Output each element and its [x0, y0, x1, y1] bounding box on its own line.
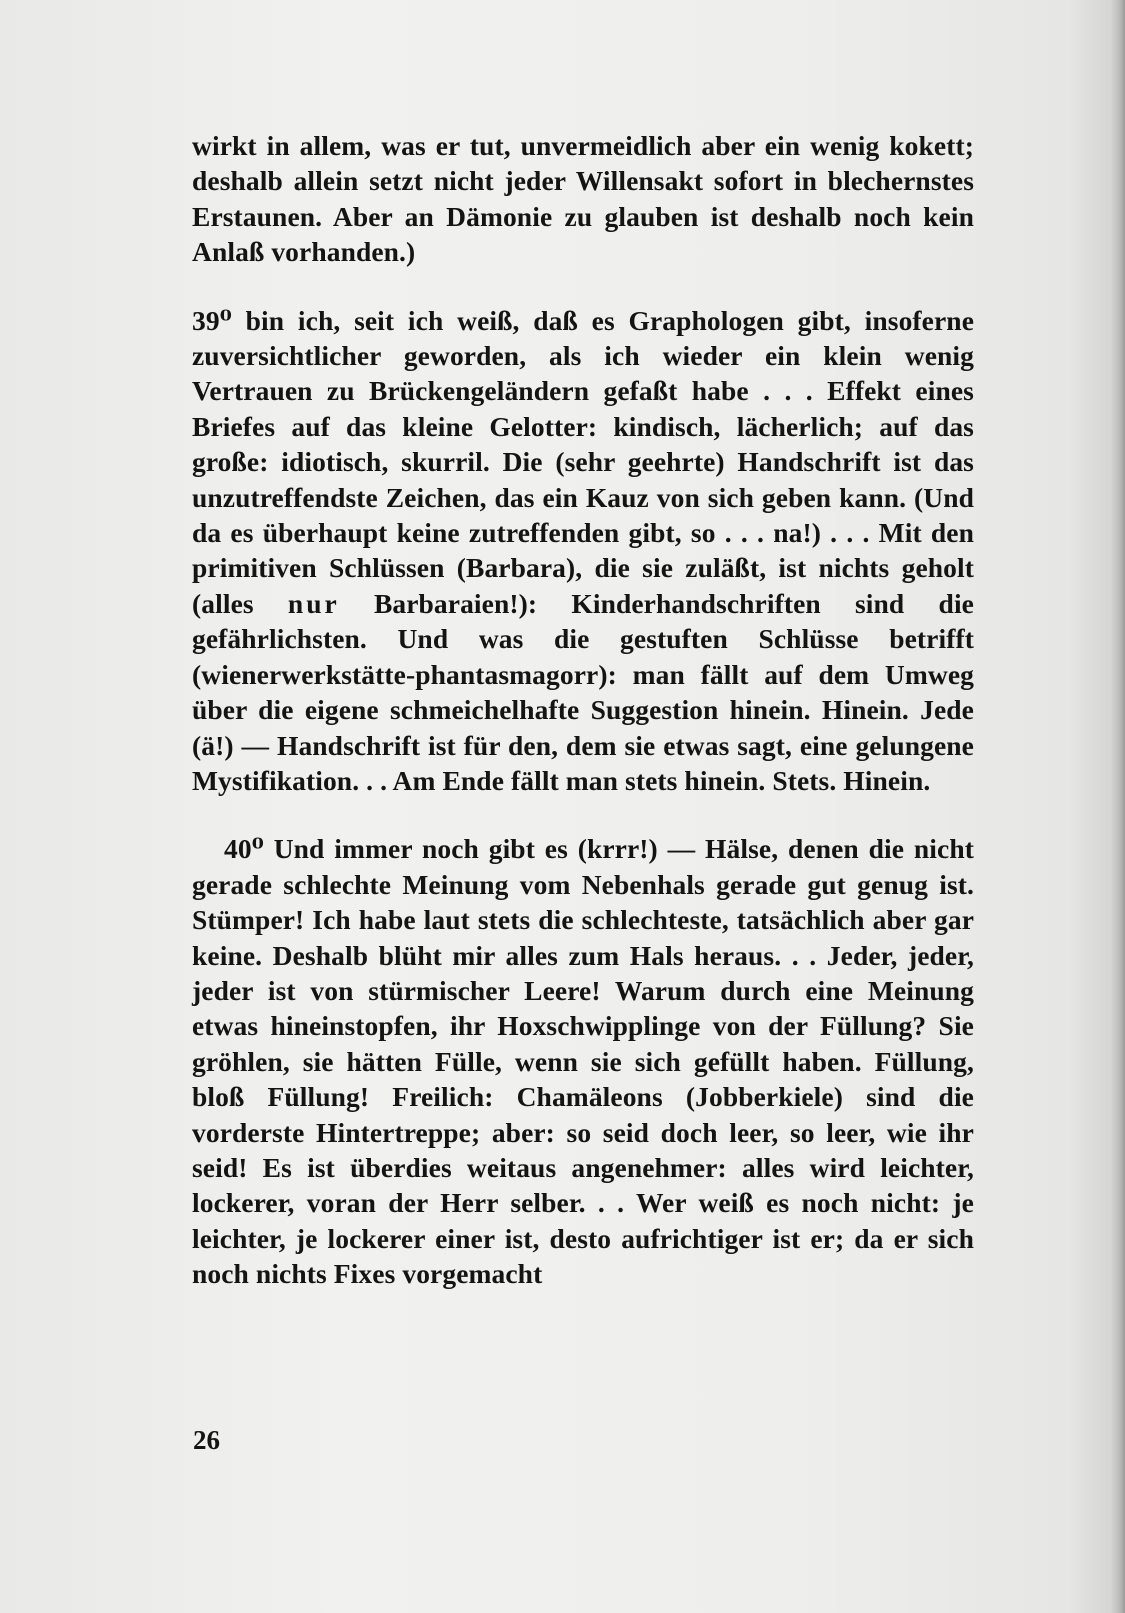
paragraph-text: wirkt in allem, was er tut, unvermeidlich aber ein wenig kokett; deshalb allein setzt nicht jeder Willensakt sofort in blechernstes Erstaunen. Aber an Dämonie zu glauben ist deshalb noch kein Anlaß vorhanden.) — [192, 130, 974, 268]
paragraph-39 — [192, 303, 974, 799]
emphasis-spaced-word: nur — [287, 587, 340, 619]
paragraph-40 — [192, 831, 974, 1291]
page-edge-shadow — [1111, 0, 1125, 1613]
paragraph-text: Und immer noch gibt es (krrr!) — Hälse, denen die nicht gerade schlechte Meinung vom Nebenhals gerade gut genug ist. Stümper! Ich habe laut stets die schlechteste, tatsächlich aber gar keine. Deshalb blüht mir alles zum Hals heraus. . . Jeder, jeder, jeder ist von stürmischer Leere! Warum durch eine Meinung etwas hineinstopfen, ihr Hoxschwipplinge von der Füllung? Sie gröhlen, sie hätten Fülle, wenn sie sich gefüllt haben. Füllung, bloß Füllung! Freilich: Chamäleons (Jobberkiele) sind die vorderste Hintertreppe; aber: so seid doch leer, so leer, wie ihr seid! Es ist überdies weitaus angenehmer: alles wird leichter, lockerer, voran der Herr selber. . . Wer weiß es noch nicht: je leichter, je lockerer einer ist, desto aufrichtiger ist er; da er sich noch nichts Fixes vorgemacht — [192, 833, 974, 1290]
body-text — [192, 128, 974, 1292]
page-number: 26 — [193, 1425, 220, 1455]
paragraph-continuation — [192, 128, 974, 270]
paragraph-number: 40⁰ — [224, 833, 264, 865]
paragraph-number: 39⁰ — [192, 304, 232, 336]
paragraph-text-end: Barbaraien!): Kinderhandschriften sind die gefährlichsten. Und was die gestuften Schlüsse betrifft (wienerwerkstätte-phantasmagorr): man fällt auf dem Umweg über die eigene schmeichelhafte Suggestion hinein. Hinein. Jede (ä!) — Handschrift ist für den, dem sie etwas sagt, eine gelungene Mystifikation. . . Am Ende fällt man stets hinein. Stets. Hinein. — [192, 587, 974, 796]
paragraph-text-start: bin ich, seit ich weiß, daß es Graphologen gibt, insoferne zuversichtlicher geworden, als ich wieder ein klein wenig Vertrauen zu Brückengeländern gefaßt habe . . . Effekt eines Briefes auf das kleine Gelotter: kindisch, lächerlich; auf das große: idiotisch, skurril. Die (sehr geehrte) Handschrift ist das unzutreffendste Zeichen, das ein Kauz von sich geben kann. (Und da es überhaupt keine zutreffenden gibt, so . . . na!) . . . Mit den primitiven Schlüssen (Barbara), die sie zuläßt, ist nichts geholt (alles — [192, 304, 974, 619]
